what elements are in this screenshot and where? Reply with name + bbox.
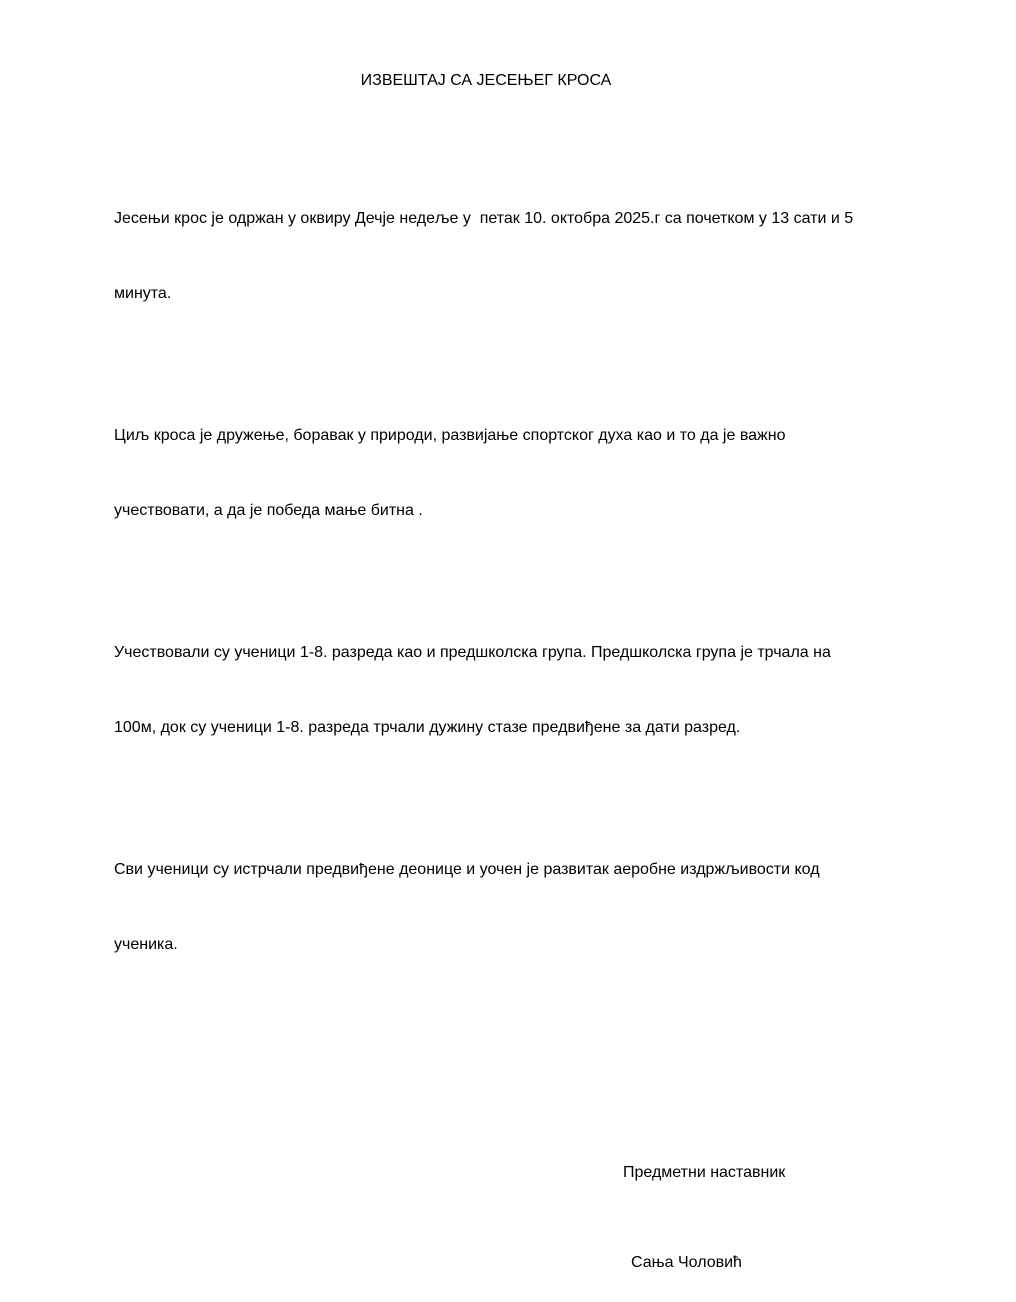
signature-name: Сања Чоловић: [631, 1254, 742, 1271]
paragraph-participants: [114, 590, 896, 790]
paragraph-line: Циљ кроса је дружење, боравак у природи, развијање спортског духа као и то да је важно: [114, 427, 786, 444]
signature-role: Предметни наставник: [623, 1164, 786, 1181]
paragraph-goal: [114, 373, 896, 573]
paragraph-line: 100м, док су ученици 1-8. разреда трчали дужину стазе предвиђене за дати разред.: [114, 719, 741, 736]
signature-block: [623, 1110, 896, 1302]
paragraph-line: Учествовали су ученици 1-8. разреда као и предшколска група. Предшколска група је трчала на: [114, 644, 831, 661]
document-title: ИЗВЕШТАЈ СА ЈЕСЕЊЕГ КРОСА: [360, 72, 612, 89]
paragraph-conclusion: [114, 807, 896, 1007]
paragraph-line: ученика.: [114, 936, 178, 953]
document-content: [114, 0, 896, 1302]
paragraph-line: Јесењи крос је одржан у оквиру Дечје недеље у петак 10. октобра 2025.г са почетком у 13 сати и 5: [114, 210, 854, 227]
paragraph-line: минута.: [114, 285, 172, 302]
paragraph-line: учествовати, а да је победа мање битна .: [114, 502, 423, 519]
paragraph-line: Сви ученици су истрчали предвиђене деонице и уочен је развитак аеробне издржљивости код: [114, 861, 820, 878]
paragraph-intro: [114, 156, 896, 356]
